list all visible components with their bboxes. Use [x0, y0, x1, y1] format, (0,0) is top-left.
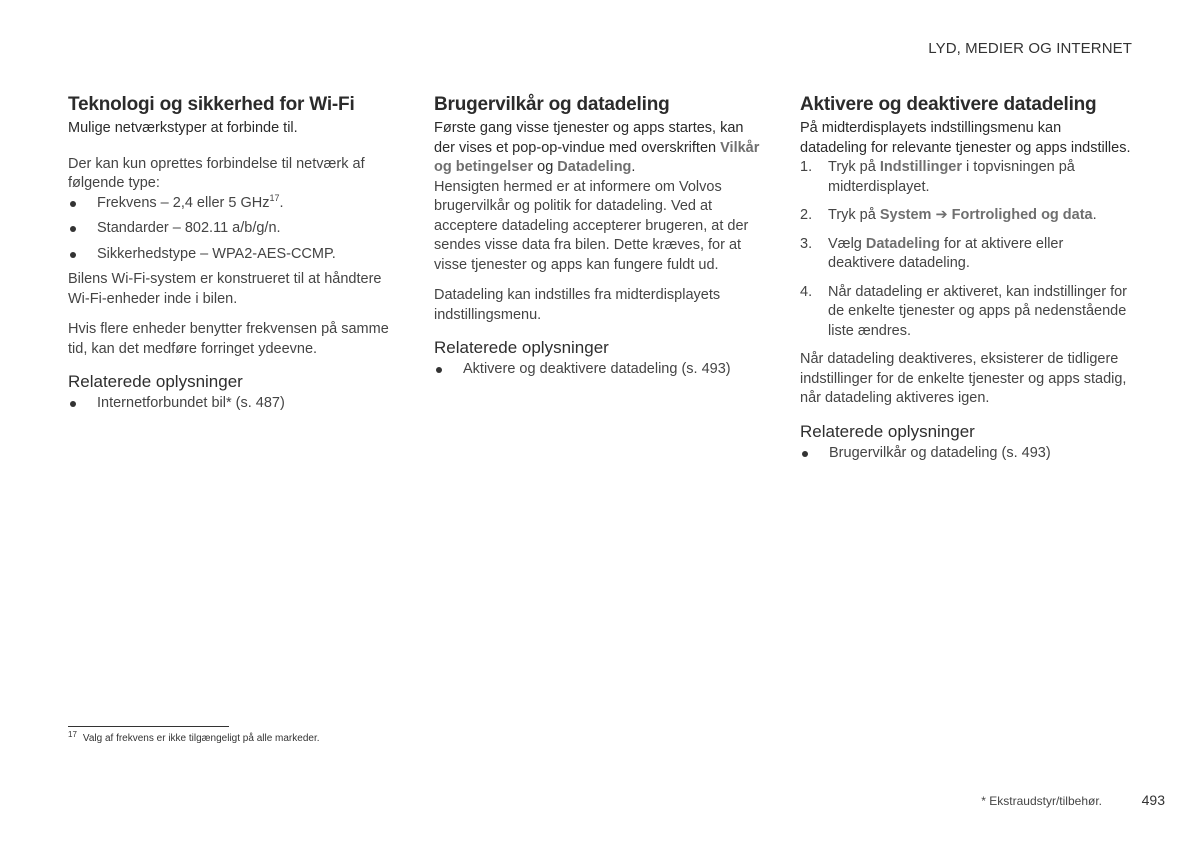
step-item: 2. Tryk på System ➔ Fortrolighed og data. [800, 207, 1097, 223]
related-link[interactable]: Brugervilkår og datadeling (s. 493) [800, 444, 1132, 464]
related-heading: Relaterede oplysninger [434, 338, 609, 357]
datasharing-option-highlight: Datadeling [865, 235, 941, 252]
datasharing-paragraph-deactivate: Når datadeling deaktiveres, eksisterer de tidligere indstillinger for de enkelte tjenester og apps stadig, når datadeling aktiveres igen. [800, 351, 1127, 406]
related-link[interactable]: Internetforbundet bil* (s. 487) [68, 394, 400, 414]
terms-paragraph-settings: Datadeling kan indstilles fra midterdisplayets indstillingsmenu. [434, 287, 721, 323]
wifi-section [68, 94, 400, 414]
wifi-intro: Mulige netværkstyper at forbinde til. [68, 120, 298, 136]
terms-body: Hensigten hermed er at informere om Volvos brugervilkår og politik for datadeling. Ved at acceptere datadeling accepterer brugeren, at der sendes visse data fra bilen. Dette kræves, for at visse tjenester og apps kan fungere fuldt ud. [434, 178, 749, 273]
datasharing-highlight: Datadeling [557, 159, 632, 175]
settings-highlight: Indstillinger [879, 159, 963, 175]
wifi-spec-list [68, 194, 400, 265]
list-item: Standarder – 802.11 a/b/g/n. [68, 219, 400, 239]
steps-list [800, 158, 1132, 341]
wifi-heading: Teknologi og sikkerhed for Wi-Fi [68, 94, 355, 115]
datasharing-intro: På midterdisplayets indstillingsmenu kan datadeling for relevante tjenester og apps indstilles. [800, 120, 1131, 156]
datasharing-heading: Aktivere og deaktivere datadeling [800, 94, 1097, 115]
arrow-right-icon: ➔ [935, 207, 948, 223]
related-heading: Relaterede oplysninger [800, 421, 975, 441]
footnote: $^{17}$ Valg af frekvens er ikke tilgængeligt på alle markeder. [68, 729, 320, 744]
wifi-paragraph-types: Der kan kun oprettes forbindelse til netværk af følgende type: [68, 155, 365, 191]
footnote-divider [68, 726, 229, 727]
page-number: 493 [1141, 792, 1165, 808]
accessory-note: * Ekstraudstyr/tilbehør. [981, 794, 1102, 808]
step-item: 4. Når datadeling er aktiveret, kan indstillinger for de enkelte tjenester og apps på nedenstående liste ændres. [800, 283, 1128, 339]
terms-intro: Første gang visse tjenester og apps startes, kan der vises et pop-op-vindue med overskriften Vilkår og betingelser og Datadeling. [434, 120, 760, 175]
footnote-reference[interactable]: 17 [269, 192, 280, 203]
terms-highlight: Vilkår og betingelser [434, 139, 760, 175]
system-highlight: System [879, 207, 932, 223]
wifi-paragraph-performance: Hvis flere enheder benytter frekvensen på samme tid, kan det medføre forringet ydeevne. [68, 321, 389, 357]
related-list [434, 360, 766, 380]
related-link[interactable]: Aktivere og deaktivere datadeling (s. 493) [434, 360, 766, 380]
terms-heading: Brugervilkår og datadeling [434, 94, 670, 115]
list-item: Frekvens – 2,4 eller 5 GHz$^{17}$. [68, 194, 400, 214]
related-list [800, 444, 1132, 464]
terms-section [434, 94, 766, 380]
step-item: 1. Tryk på Indstillinger i topvisningen på midterdisplayet. [800, 159, 1075, 195]
privacy-highlight: Fortrolighed og data [951, 207, 1093, 223]
related-list [68, 394, 400, 414]
related-heading: Relaterede oplysninger [68, 372, 243, 391]
step-item: 3. Vælg Datadeling for at aktivere eller deaktivere datadeling. [800, 235, 1064, 271]
datasharing-section [800, 94, 1132, 463]
wifi-paragraph-system: Bilens Wi-Fi-system er konstrueret til at håndtere Wi-Fi-enheder inde i bilen. [68, 271, 382, 307]
section-header: LYD, MEDIER OG INTERNET [928, 40, 1132, 57]
list-item: Sikkerhedstype – WPA2-AES-CCMP. [68, 245, 400, 265]
